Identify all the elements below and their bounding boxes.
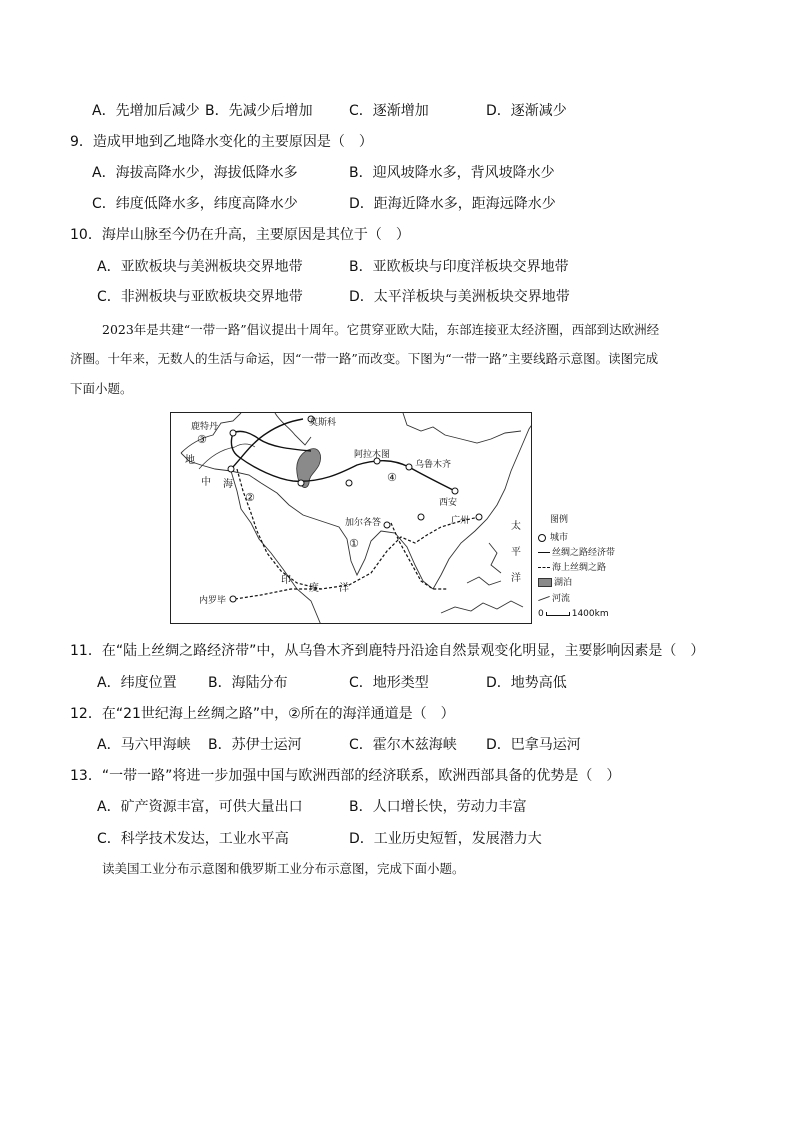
city-guangzhou-marker (476, 514, 482, 520)
region-label-mediterranean-1: 地 (185, 455, 195, 466)
legend-lake (538, 577, 572, 590)
city-central2-marker (346, 480, 352, 486)
q13-option-c[interactable]: C．科学技术发达，工业水平高 (97, 831, 289, 847)
city-label-urumqi: 乌鲁木齐 (415, 460, 452, 470)
q13-stem: 13．“一带一路”将进一步加强中国与欧洲西部的经济联系，欧洲西部具备的优势是（ ） (70, 768, 621, 784)
q9-option-b[interactable]: B．迎风坡降水多，背风坡降水少 (349, 165, 555, 181)
q9-option-c[interactable]: C．纬度低降水多，纬度高降水少 (92, 196, 298, 212)
city-east-marker (418, 514, 424, 520)
q12-option-b[interactable]: B．苏伊士运河 (208, 737, 302, 753)
legend-dashed-line (538, 567, 550, 568)
q11-option-d[interactable]: D．地势高低 (486, 675, 567, 691)
q8-option-b[interactable]: B．先减少后增加 (205, 103, 313, 119)
region-label-indian-3: 洋 (339, 583, 349, 594)
city-label-kolkata: 加尔各答 (345, 518, 382, 528)
q11-option-a[interactable]: A．纬度位置 (97, 675, 177, 691)
region-label-indian-1: 印 (281, 575, 291, 586)
legend-solid-line (538, 552, 550, 553)
q10-option-b[interactable]: B．亚欧板块与印度洋板块交界地带 (349, 259, 569, 275)
legend-scale-bar (546, 612, 570, 616)
legend-sea-route (538, 562, 606, 575)
q11-stem: 11．在“陆上丝绸之路经济带”中，从乌鲁木齐到鹿特丹沿途自然景观变化明显，主要影响因素是（ ） (70, 643, 705, 659)
legend-river-symbol (538, 596, 550, 601)
city-central-marker (298, 480, 304, 486)
region-label-pacific-2: 平 (511, 547, 521, 558)
city-urumqi-marker (406, 464, 412, 470)
intro-line-3: 下面小题。 (70, 381, 133, 396)
legend-lake-symbol (538, 578, 552, 587)
city-mediterranean-marker (228, 466, 234, 472)
legend-title: 图例 (550, 515, 569, 525)
city-label-moscow: 莫斯科 (309, 418, 337, 428)
q12-option-a[interactable]: A．马六甲海峡 (97, 737, 191, 753)
q10-option-d[interactable]: D．太平洋板块与美洲板块交界地带 (349, 289, 570, 305)
q13-option-b[interactable]: B．人口增长快，劳动力丰富 (349, 799, 527, 815)
legend-scale (538, 608, 609, 621)
city-xian-marker (452, 488, 458, 494)
legend-land-route (538, 547, 615, 560)
region-label-pacific-1: 太 (511, 521, 521, 532)
q9-option-d[interactable]: D．距海近降水多，距海远降水少 (349, 196, 556, 212)
marker-4: ④ (387, 471, 397, 484)
belt-and-road-map (170, 412, 532, 624)
q11-option-c[interactable]: C．地形类型 (349, 675, 429, 691)
marker-2: ② (245, 491, 255, 504)
q12-option-c[interactable]: C．霍尔木兹海峡 (349, 737, 457, 753)
legend-city-symbol (538, 534, 546, 542)
legend-river-label: 河流 (552, 594, 571, 604)
q12-stem: 12．在“21世纪海上丝绸之路”中，②所在的海洋通道是（ ） (70, 706, 455, 722)
marker-1: ① (349, 537, 359, 550)
city-label-almaty: 阿拉木图 (354, 450, 391, 460)
intro-line-1: 2023年是共建“一带一路”倡议提出十周年。它贯穿亚欧大陆，东部连接亚太经济圈，西部到达欧洲经 (102, 322, 660, 337)
q13-option-a[interactable]: A．矿产资源丰富，可供大量出口 (97, 799, 303, 815)
q12-option-d[interactable]: D．巴拿马运河 (486, 737, 581, 753)
land-route-north (233, 431, 311, 451)
city-markers (228, 416, 482, 602)
legend-land-route-label: 丝绸之路经济带 (552, 548, 616, 558)
q10-option-a[interactable]: A．亚欧板块与美洲板块交界地带 (97, 259, 303, 275)
intro2: 读美国工业分布示意图和俄罗斯工业分布示意图，完成下面小题。 (102, 861, 465, 876)
q8-option-d[interactable]: D．逐渐减少 (486, 103, 567, 119)
q8-option-a[interactable]: A．先增加后减少 (92, 103, 200, 119)
region-label-mediterranean-2: 中 (201, 477, 211, 488)
city-label-nairobi: 内罗毕 (199, 596, 227, 606)
q11-option-b[interactable]: B．海陆分布 (208, 675, 288, 691)
river (199, 444, 255, 469)
legend-scale-label: 1400km (571, 609, 609, 619)
q9-stem: 9．造成甲地到乙地降水变化的主要原因是（ ） (70, 134, 373, 150)
q13-option-d[interactable]: D．工业历史短暂，发展潜力大 (349, 831, 542, 847)
q9-option-a[interactable]: A．海拔高降水少，海拔低降水多 (92, 165, 298, 181)
legend-scale-zero: 0 (538, 609, 544, 619)
q8-option-c[interactable]: C．逐渐增加 (349, 103, 429, 119)
intro-line-2: 济圈。十年来，无数人的生活与命运，因“一带一路”而改变。下图为“一带一路”主要线路示意图。读图完成 (70, 351, 659, 366)
city-label-xian: 西安 (439, 498, 458, 508)
legend-lake-label: 湖泊 (554, 578, 573, 588)
region-label-pacific-3: 洋 (511, 573, 521, 584)
legend-city-label: 城市 (550, 533, 569, 543)
q10-option-c[interactable]: C．非洲板块与亚欧板块交界地带 (97, 289, 303, 305)
city-nairobi-marker (230, 596, 236, 602)
city-kolkata-marker (384, 522, 390, 528)
q10-stem: 10．海岸山脉至今仍在升高，主要原因是其位于（ ） (70, 227, 410, 243)
city-rotterdam-marker (230, 430, 236, 436)
region-label-indian-2: 度 (309, 583, 319, 594)
legend-sea-route-label: 海上丝绸之路 (552, 563, 607, 573)
city-label-guangzhou: 广州 (451, 516, 470, 526)
marker-3: ③ (197, 433, 207, 446)
legend-river (538, 593, 570, 606)
region-label-mediterranean-3: 海 (223, 479, 233, 490)
city-label-rotterdam: 鹿特丹 (191, 422, 219, 432)
legend-city (538, 532, 568, 545)
